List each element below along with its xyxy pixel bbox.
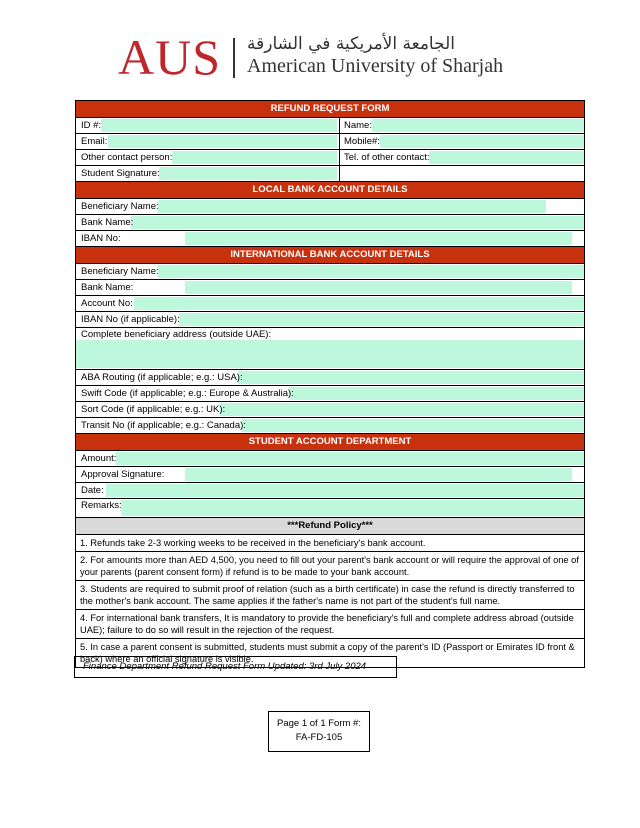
local-iban-row <box>76 231 584 247</box>
local-bank-title: LOCAL BANK ACCOUNT DETAILS <box>76 182 584 199</box>
amount-row <box>76 451 584 467</box>
logo-english-name: American University of Sharjah <box>247 55 504 77</box>
intl-address-label: Complete beneficiary address (outside UAE): <box>81 329 272 340</box>
local-beneficiary-label: Beneficiary Name: <box>81 201 159 212</box>
sort-code-field[interactable] <box>220 403 584 416</box>
swift-field[interactable] <box>289 387 584 400</box>
aba-row <box>76 370 584 386</box>
intl-address-field[interactable] <box>76 340 584 368</box>
policy-item-2: 2. For amounts more than AED 4,500, you need to fill out your parent's bank account or will require the approval of one of your parents (parent consent form) if refund is to be made to your bank account. <box>76 552 584 581</box>
id-label: ID #: <box>81 120 102 131</box>
intl-account-label: Account No: <box>81 298 133 309</box>
column-divider <box>339 150 340 165</box>
local-iban-label: IBAN No: <box>81 233 121 244</box>
intl-beneficiary-field[interactable] <box>158 265 584 278</box>
student-signature-row <box>76 166 584 182</box>
date-field[interactable] <box>106 484 584 497</box>
mobile-field[interactable] <box>380 135 584 148</box>
transit-row <box>76 418 584 434</box>
intl-iban-label: IBAN No (if applicable): <box>81 314 180 325</box>
transit-label: Transit No (if applicable; e.g.: Canada): <box>81 420 246 431</box>
sort-code-label: Sort Code (if applicable; e.g.: UK): <box>81 404 226 415</box>
intl-bank-field[interactable] <box>185 281 572 294</box>
swift-row <box>76 386 584 402</box>
local-beneficiary-row <box>76 199 584 215</box>
local-beneficiary-field[interactable] <box>158 200 546 213</box>
column-divider <box>339 118 340 133</box>
amount-label: Amount: <box>81 453 117 464</box>
logo-names <box>247 34 503 78</box>
intl-beneficiary-label: Beneficiary Name: <box>81 266 159 277</box>
logo-abbreviation: AUS <box>118 29 222 85</box>
approval-signature-field[interactable] <box>185 468 572 481</box>
page-number-text: Page 1 of 1 Form #: <box>277 718 361 729</box>
date-row <box>76 483 584 499</box>
refund-policy-title: ***Refund Policy*** <box>76 518 584 535</box>
aba-field[interactable] <box>238 371 584 384</box>
email-field[interactable] <box>108 135 337 148</box>
intl-bank-row <box>76 280 584 296</box>
email-mobile-row <box>76 134 584 150</box>
remarks-field[interactable] <box>121 500 584 516</box>
policy-item-3: 3. Students are required to submit proof of relation (such as a birth certificate) in case the refund is directly transferred to the mother's bank account. The same applies if the father's name is not part of the student's full name. <box>76 581 584 610</box>
policy-item-5: 5. In case a parent consent is submitted, students must submit a copy of the parent's ID (Passport or Emirates ID front & back) where an official signature is visible. <box>80 641 575 664</box>
student-account-title: STUDENT ACCOUNT DEPARTMENT <box>76 434 584 451</box>
transit-field[interactable] <box>242 419 584 432</box>
local-bank-label: Bank Name: <box>81 217 134 228</box>
id-field[interactable] <box>101 119 337 132</box>
amount-field[interactable] <box>116 452 584 465</box>
local-iban-field[interactable] <box>185 232 572 245</box>
intl-bank-title: INTERNATIONAL BANK ACCOUNT DETAILS <box>76 247 584 264</box>
policy-item-1: 1. Refunds take 2-3 working weeks to be received in the beneficiary's bank account. <box>76 535 584 552</box>
refund-request-form <box>75 100 585 668</box>
form-updated-note: Finance Department Refund Request Form Updated: 3rd July 2024 <box>74 656 397 678</box>
intl-beneficiary-row <box>76 264 584 280</box>
date-label: Date: <box>81 485 104 496</box>
form-title: REFUND REQUEST FORM <box>76 101 584 118</box>
sort-code-row <box>76 402 584 418</box>
approval-signature-label: Approval Signature: <box>81 469 165 480</box>
remarks-label: Remarks: <box>81 500 122 511</box>
column-divider <box>339 134 340 149</box>
student-signature-label: Student Signature: <box>81 168 160 179</box>
policy-item-4: 4. For international bank transfers, It is mandatory to provide the beneficiary's full and complete address abroad (outside UAE); failure to do so will result in the rejection of the request. <box>76 610 584 639</box>
contact-row <box>76 150 584 166</box>
column-divider <box>339 166 340 181</box>
aus-logo <box>118 29 504 85</box>
logo-divider <box>233 38 235 78</box>
other-contact-label: Other contact person: <box>81 152 173 163</box>
remarks-row <box>76 499 584 518</box>
name-field[interactable] <box>372 119 584 132</box>
logo-arabic-name: الجامعة الأمريكية في الشارقة <box>247 34 455 54</box>
intl-account-row <box>76 296 584 312</box>
mobile-label: Mobile#: <box>344 136 380 147</box>
swift-label: Swift Code (if applicable; e.g.: Europe & Australia): <box>81 388 294 399</box>
tel-other-contact-label: Tel. of other contact: <box>344 152 430 163</box>
student-signature-field[interactable] <box>159 167 337 180</box>
id-name-row <box>76 118 584 134</box>
email-label: Email: <box>81 136 108 147</box>
intl-bank-label: Bank Name: <box>81 282 134 293</box>
local-bank-row <box>76 215 584 231</box>
intl-account-field[interactable] <box>134 297 584 310</box>
aba-label: ABA Routing (if applicable; e.g.: USA): <box>81 372 243 383</box>
intl-iban-field[interactable] <box>179 313 584 326</box>
form-number-text: FA-FD-105 <box>295 732 343 743</box>
approval-row <box>76 467 584 483</box>
local-bank-field[interactable] <box>131 216 584 229</box>
name-label: Name: <box>344 120 372 131</box>
intl-address-row <box>76 328 584 370</box>
other-contact-field[interactable] <box>172 151 337 164</box>
intl-iban-row <box>76 312 584 328</box>
tel-other-contact-field[interactable] <box>429 151 584 164</box>
page-number-box <box>268 711 370 752</box>
